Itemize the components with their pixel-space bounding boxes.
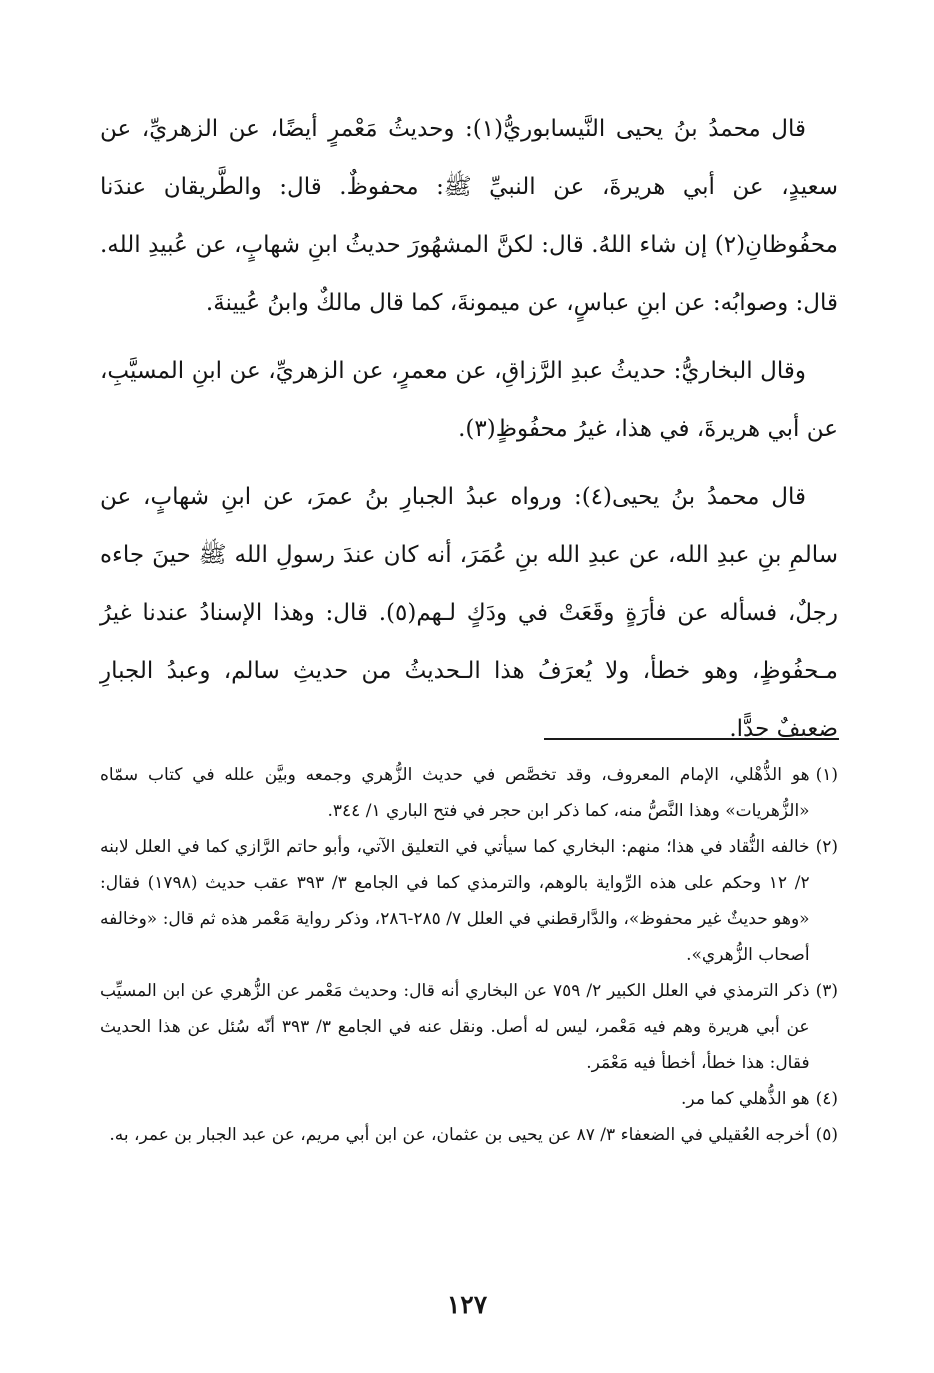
footnote-2 — [100, 829, 838, 973]
footnotes — [100, 757, 838, 1153]
footnote-text: أخرجه العُقيلي في الضعفاء ٣/ ٨٧ عن يحيى بن عثمان، عن ابن أبي مريم، عن عبد الجبار بن عمر، به. — [109, 1125, 810, 1145]
footnote-text: هو الذُّهْلي، الإمام المعروف، وقد تخصَّص في حديث الزُّهري وجمعه وبيَّن علله في كتاب سمّاه «الزُّهريات» وهذا النَّصُّ منه، كما ذكر ابن حجر في فتح الباري ١/ ٣٤٤. — [100, 765, 810, 821]
footnote-number: (٢) — [815, 837, 838, 857]
body-paragraph-3: قال محمدُ بنُ يحيى(٤): ورواه عبدُ الجبارِ بنُ عمرَ، عن ابنِ شهابٍ، عن سالمِ بنِ عبدِ الله، عن عبدِ الله بنِ عُمَرَ، أنه كان عندَ رسولِ الله ﷺ حينَ جاءه رجلٌ، فسأله عن فأرَةٍ وقَعَتْ في ودَكٍ لـهم(٥). قال: وهذا الإسنادُ عندنا غيرُ مـحفُوظٍ، وهو خطأ، ولا يُعرَفُ هذا الـحديثُ من حديثِ سالم، وعبدُ الجبارِ ضعيفٌ جدًّا. — [100, 484, 838, 742]
main-text — [100, 100, 838, 768]
footnote-text: خالفه النُّقاد في هذا؛ منهم: البخاري كما سيأتي في التعليق الآتي، وأبو حاتم الرَّازي كما في العلل لابنه ٢/ ١٢ وحكم على هذه الرِّواية بالوهم، والترمذي كما في الجامع ٣/ ٣٩٣ عقب حديث (١٧٩٨) فقال: «وهو حديثٌ غير محفوظ»، والدَّارقطني في العلل ٧/ ٢٨٥-٢٨٦، وذكر رواية مَعْمر هذه ثم قال: «وخالفه أصحاب الزُّهري». — [100, 837, 810, 965]
footnote-text: هو الذُّهلي كما مر. — [681, 1089, 810, 1109]
footnote-number: (٣) — [815, 981, 838, 1001]
body-paragraph-1: قال محمدُ بنُ يحيى النَّيسابوريُّ(١): وحديثُ مَعْمرٍ أيضًا، عن الزهريِّ، عن سعيدٍ، عن أبي هريرةَ، عن النبيِّ ﷺ: محفوظٌ. قال: والطَّريقان عندَنا محفُوظانِ(٢) إن شاء اللهُ. قال: لكنَّ المشهُورَ حديثُ ابنِ شهابٍ، عن عُبيدِ الله. قال: وصوابُه: عن ابنِ عباسٍ، عن ميمونةَ، كما قال مالكٌ وابنُ عُيينةَ. — [100, 116, 838, 316]
footnote-5 — [100, 1117, 838, 1153]
body-paragraph-2: وقال البخاريُّ: حديثُ عبدِ الرَّزاقِ، عن معمرٍ، عن الزهريِّ، عن ابنِ المسيَّبِ، عن أبي هريرةَ، في هذا، غيرُ محفُوظٍ(٣). — [100, 358, 838, 442]
footnote-3 — [100, 973, 838, 1081]
page-number: ١٢٧ — [446, 1290, 488, 1319]
footnote-1 — [100, 757, 838, 829]
footnote-text: ذكر الترمذي في العلل الكبير ٢/ ٧٥٩ عن البخاري أنه قال: وحديث مَعْمر عن الزُّهري عن ابن المسيِّب عن أبي هريرة وهم فيه مَعْمر، ليس له أصل. ونقل عنه في الجامع ٣/ ٣٩٣ أنّه سُئل عن هذا الحديث فقال: هذا خطأ، أخطأ فيه مَعْمَر. — [100, 981, 810, 1073]
footnote-number: (١) — [815, 765, 838, 785]
footnote-divider — [544, 738, 839, 740]
footnote-number: (٤) — [815, 1089, 838, 1109]
footnote-4 — [100, 1081, 838, 1117]
footnote-number: (٥) — [815, 1125, 838, 1145]
